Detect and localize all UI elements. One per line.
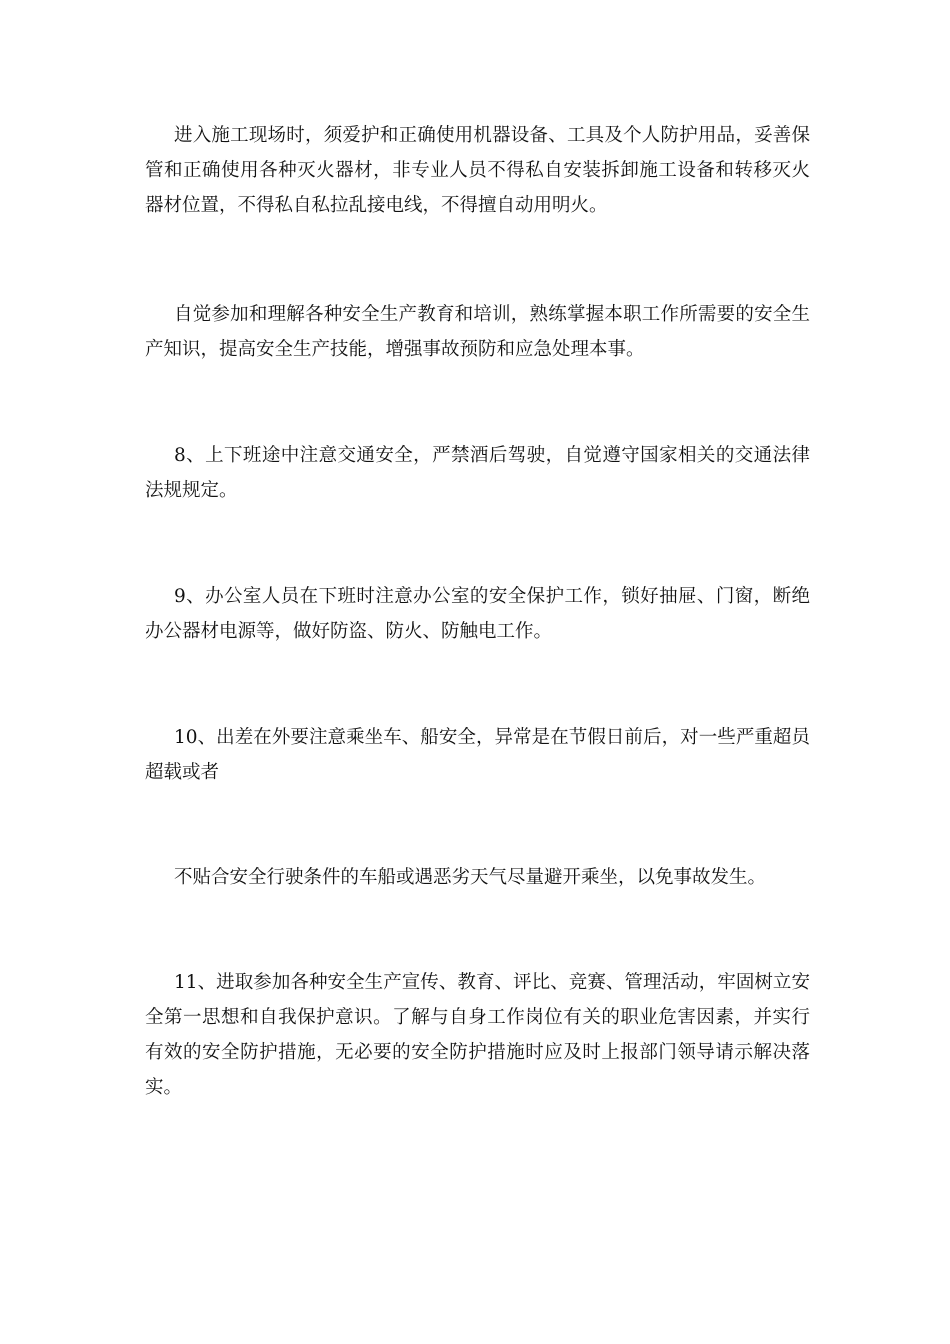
paragraph-item-9-office-safety: 9、办公室人员在下班时注意办公室的安全保护工作，锁好抽屉、门窗，断绝办公器材电源等，做好防盗、防火、防触电工作。 [145, 586, 810, 642]
paragraph-safety-training: 自觉参加和理解各种安全生产教育和培训，熟练掌握本职工作所需要的安全生产知识，提高安全生产技能，增强事故预防和应急处理本事。 [145, 304, 810, 360]
paragraph-fire-equipment-rules: 进入施工现场时，须爱护和正确使用机器设备、工具及个人防护用品，妥善保管和正确使用各种灭火器材，非专业人员不得私自安装拆卸施工设备和转移灭火器材位置，不得私自私拉乱接电线，不得擅自动用明火。 [145, 125, 810, 216]
paragraph-item-8-traffic-safety: 8、上下班途中注意交通安全，严禁酒后驾驶，自觉遵守国家相关的交通法律法规规定。 [145, 445, 810, 501]
paragraph-item-10-continuation: 不贴合安全行驶条件的车船或遇恶劣天气尽量避开乘坐，以免事故发生。 [174, 867, 767, 888]
paragraph-item-10-travel-safety: 10、出差在外要注意乘坐车、船安全，异常是在节假日前后，对一些严重超员超载或者 [145, 727, 810, 783]
paragraph-item-11-safety-activities: 11、进取参加各种安全生产宣传、教育、评比、竞赛、管理活动，牢固树立安全第一思想和自我保护意识。了解与自身工作岗位有关的职业危害因素，并实行有效的安全防护措施，无必要的安全防护措施时应及时上报部门领导请示解决落实。 [145, 972, 810, 1098]
